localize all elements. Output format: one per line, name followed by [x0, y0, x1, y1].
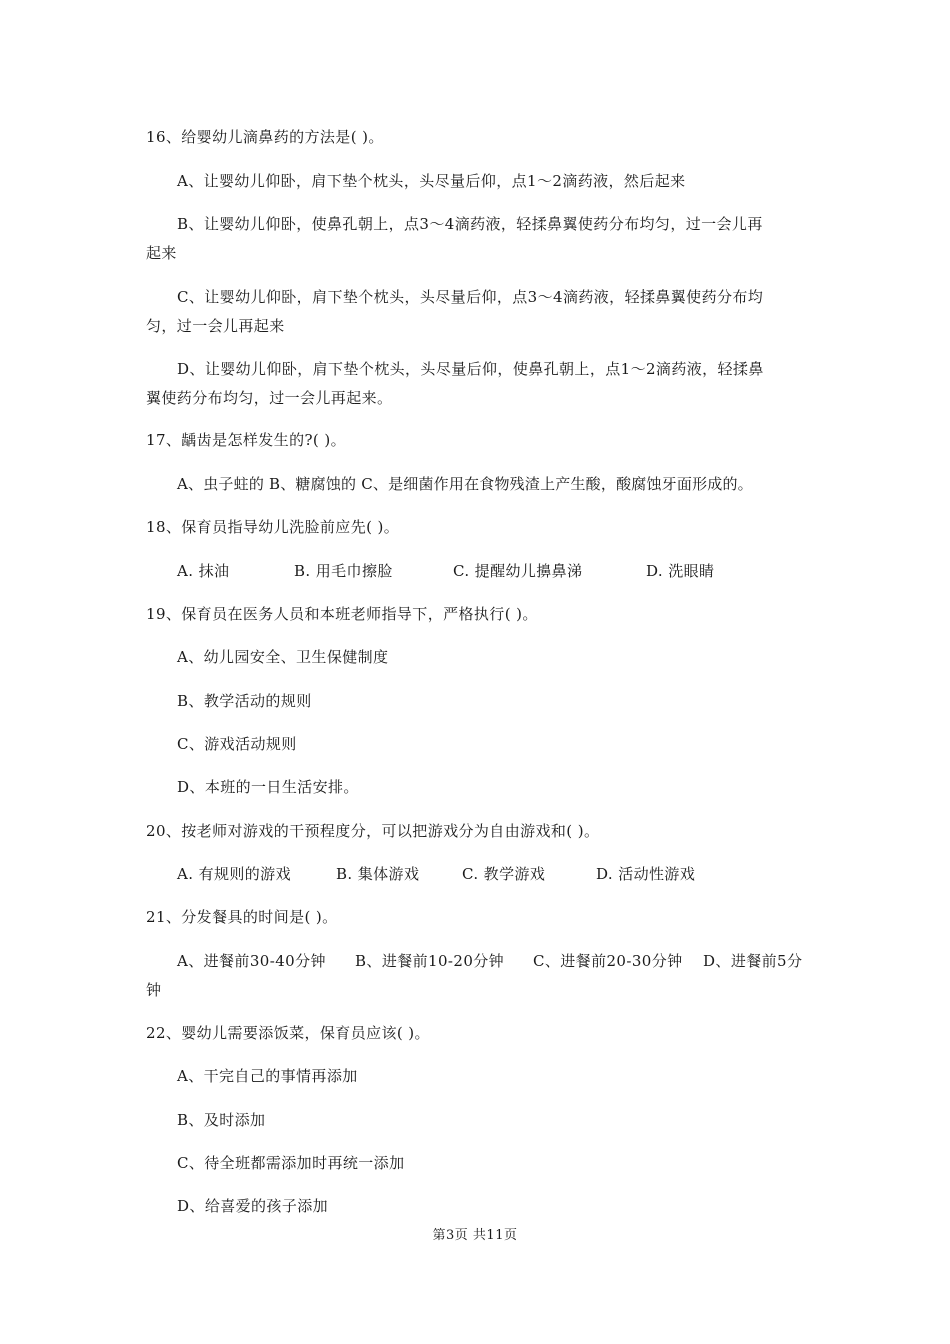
- question-18-option-b: B. 用毛巾擦脸: [294, 562, 393, 580]
- question-16-option-b-line1: B、让婴幼儿仰卧，使鼻孔朝上，点3～4滴药液，轻揉鼻翼使药分布均匀，过一会儿再: [177, 215, 763, 233]
- question-17-stem: 17、龋齿是怎样发生的?( )。: [146, 431, 347, 449]
- question-16-stem: 16、给婴幼儿滴鼻药的方法是( )。: [146, 128, 384, 146]
- question-22-stem: 22、婴幼儿需要添饭菜，保育员应该( )。: [146, 1024, 430, 1042]
- question-22-option-d: D、给喜爱的孩子添加: [177, 1197, 329, 1215]
- page-number-footer: 第3页 共11页: [432, 1228, 518, 1243]
- question-20-option-c: C. 教学游戏: [462, 865, 546, 883]
- question-22-option-a: A、干完自己的事情再添加: [177, 1067, 358, 1085]
- question-18-option-c: C. 提醒幼儿擤鼻涕: [453, 562, 583, 580]
- question-18-stem: 18、保育员指导幼儿洗脸前应先( )。: [146, 518, 400, 536]
- question-19-option-b: B、教学活动的规则: [177, 692, 312, 710]
- question-20-option-d: D. 活动性游戏: [596, 865, 696, 883]
- question-19-option-a: A、幼儿园安全、卫生保健制度: [177, 648, 389, 666]
- question-22-option-b: B、及时添加: [177, 1111, 266, 1129]
- question-16-option-c-line1: C、让婴幼儿仰卧，肩下垫个枕头，头尽量后仰，点3～4滴药液，轻揉鼻翼使药分布均: [177, 288, 764, 306]
- question-21-option-c: C、进餐前20-30分钟: [533, 952, 683, 970]
- question-16-option-d-line2: 翼使药分布均匀，过一会儿再起来。: [146, 389, 393, 407]
- question-16-option-d-line1: D、让婴幼儿仰卧，肩下垫个枕头，头尽量后仰，使鼻孔朝上，点1～2滴药液，轻揉鼻: [177, 360, 764, 378]
- question-22-option-c: C、待全班都需添加时再统一添加: [177, 1154, 405, 1172]
- question-20-option-a: A. 有规则的游戏: [177, 865, 291, 883]
- question-21-stem: 21、分发餐具的时间是( )。: [146, 908, 338, 926]
- question-21-option-d-line2: 钟: [146, 981, 162, 999]
- question-19-option-c: C、游戏活动规则: [177, 735, 297, 753]
- question-19-stem: 19、保育员在医务人员和本班老师指导下，严格执行( )。: [146, 605, 538, 623]
- question-16-option-b-line2: 起来: [146, 244, 177, 262]
- question-19-option-d: D、本班的一日生活安排。: [177, 778, 359, 796]
- question-21-option-b: B、进餐前10-20分钟: [355, 952, 505, 970]
- question-21-option-d-line1: D、进餐前5分: [703, 952, 803, 970]
- question-16-option-c-line2: 匀，过一会儿再起来: [146, 317, 285, 335]
- question-16-option-a: A、让婴幼儿仰卧，肩下垫个枕头，头尽量后仰，点1～2滴药液，然后起来: [177, 172, 686, 190]
- question-21-option-a: A、进餐前30-40分钟: [177, 952, 326, 970]
- question-20-stem: 20、按老师对游戏的干预程度分，可以把游戏分为自由游戏和( )。: [146, 822, 600, 840]
- question-20-option-b: B. 集体游戏: [336, 865, 420, 883]
- question-17-options: A、虫子蛀的 B、糖腐蚀的 C、是细菌作用在食物残渣上产生酸，酸腐蚀牙面形成的。: [177, 475, 753, 493]
- question-18-option-d: D. 洗眼睛: [646, 562, 715, 580]
- question-18-option-a: A. 抹油: [177, 562, 230, 580]
